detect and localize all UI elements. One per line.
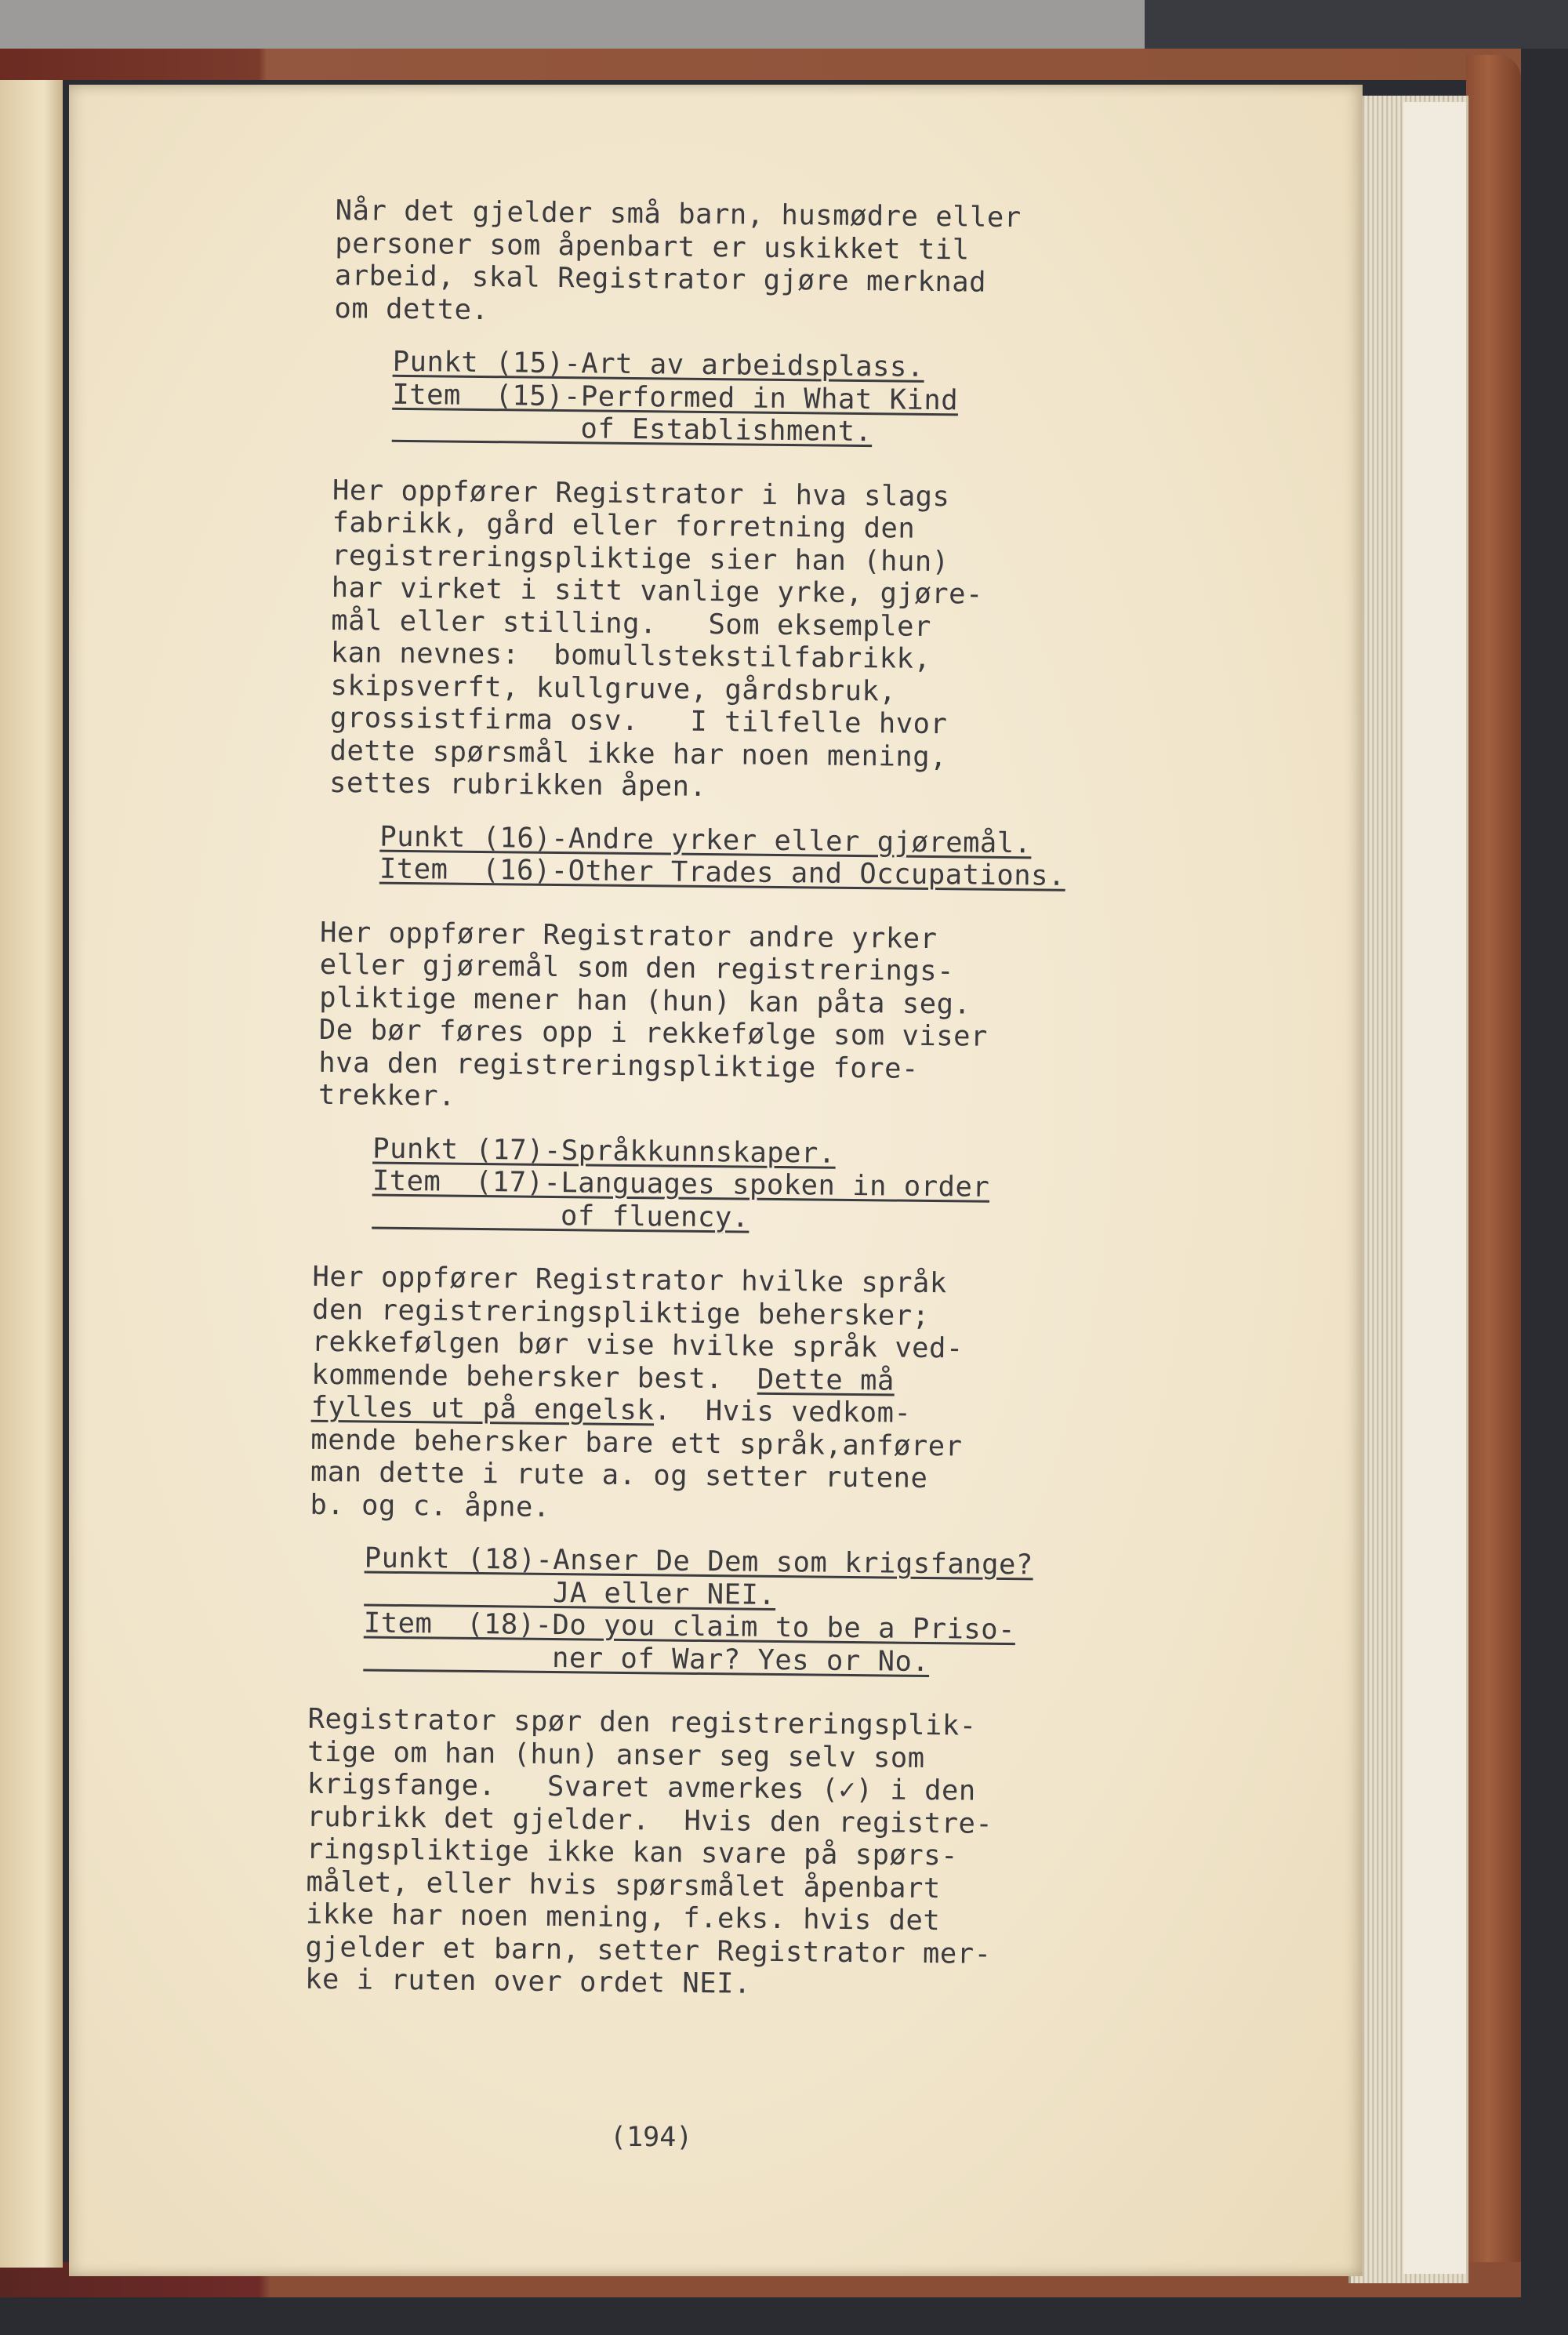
- text-line: gjelder et barn, setter Registrator mer-: [305, 1930, 992, 1970]
- text-line: ke i ruten over ordet NEI.: [304, 1963, 752, 2000]
- heading-line: Punkt (15)-Art av arbeidsplass.: [392, 345, 925, 383]
- text-line: mende behersker bare ett språk,anfører: [310, 1423, 963, 1462]
- heading-line: Punkt (17)-Språkkunnskaper.: [372, 1132, 837, 1170]
- text-line: Her oppfører Registrator andre yrker: [319, 916, 938, 955]
- text-line: man dette i rute a. og setter rutene: [310, 1455, 928, 1494]
- text-line: pliktige mener han (hun) kan påta seg.: [319, 981, 971, 1021]
- heading-line: JA eller NEI.: [364, 1574, 776, 1611]
- heading-line: Punkt (18)-Anser De Dem som krigsfange?: [364, 1542, 1034, 1581]
- text-line: Her oppfører Registrator hvilke språk: [312, 1260, 948, 1300]
- section-15-heading: [392, 346, 1353, 453]
- underlined-run: fylles ut på engelsk: [310, 1390, 655, 1427]
- text-line: har virket i sitt vanlige yrke, gjøre-: [331, 571, 984, 611]
- text-line: Her oppfører Registrator i hva slags: [332, 474, 950, 513]
- text-line: rekkefølgen bør vise hvilke språk ved-: [311, 1325, 964, 1365]
- section-18-heading: [363, 1542, 1341, 1682]
- heading-line: Item (16)-Other Trades and Occupations.: [379, 852, 1066, 892]
- text-line: eller gjøremål som den registrerings-: [319, 948, 955, 988]
- book-cover-top-edge: [0, 49, 1521, 80]
- section-16-body: [318, 916, 1348, 1122]
- text-line: hva den registreringspliktige fore-: [318, 1046, 920, 1085]
- book-page: [69, 85, 1363, 2276]
- heading-line: Item (18)-Do you claim to be a Priso-: [363, 1607, 1016, 1647]
- underlined-run: Dette må: [757, 1363, 895, 1397]
- page-number: (194): [610, 2122, 693, 2153]
- text-line: settes rubrikken åpen.: [328, 766, 707, 803]
- section-15-body: [329, 474, 1352, 810]
- heading-line: of fluency.: [372, 1197, 750, 1234]
- facing-page-edge: [0, 80, 63, 2268]
- text-line: tige om han (hun) anser seg selv som: [307, 1735, 925, 1774]
- text-line: fabrikk, gård eller forretning den: [332, 506, 916, 545]
- section-17-body: [310, 1261, 1343, 1532]
- heading-line: Item (17)-Languages spoken in order: [372, 1164, 990, 1204]
- text-line: grossistfirma osv. I tilfelle hvor: [329, 701, 948, 741]
- text-line: om dette.: [334, 292, 489, 326]
- book-cover-right-edge: [1466, 55, 1521, 2297]
- text-line: Registrator spør den registreringsplik-: [307, 1702, 977, 1742]
- text-run: kommende behersker best.: [311, 1358, 758, 1396]
- section-17-heading: [372, 1132, 1345, 1240]
- text-line: arbeid, skal Registrator gjøre merknad: [334, 259, 987, 299]
- heading-line: of Establishment.: [391, 410, 873, 448]
- intro-paragraph: [334, 194, 1355, 336]
- section-18-body: [305, 1703, 1339, 2006]
- text-line: trekker.: [318, 1078, 456, 1113]
- text-line: b. og c. åpne.: [310, 1488, 550, 1523]
- text-line: dette spørsmål ikke har noen mening,: [329, 734, 948, 773]
- text-line: rubrikk det gjelder. Hvis den registre-: [307, 1800, 993, 1840]
- scan-background-corner: [1145, 0, 1568, 49]
- heading-line: ner of War? Yes or No.: [363, 1639, 930, 1678]
- text-line: registreringspliktige sier han (hun): [331, 539, 949, 578]
- text-line: skipsverft, kullgruve, gårdsbruk,: [330, 669, 897, 708]
- text-line: De bør føres opp i rekkefølge som viser: [318, 1013, 989, 1053]
- text-line: mål eller stilling. Som eksempler: [331, 604, 932, 643]
- heading-line: Punkt (16)-Andre yrker eller gjøremål.: [379, 820, 1032, 859]
- text-line: ikke har noen mening, f.eks. hvis det: [305, 1897, 941, 1937]
- text-line: ringspliktige ikke kan svare på spørs-: [306, 1832, 959, 1872]
- text-line: personer som åpenbart er uskikket til: [335, 227, 970, 266]
- page-stack-fore-edge: [1403, 102, 1466, 2274]
- text-line: målet, eller hvis spørsmålet åpenbart: [306, 1865, 941, 1905]
- text-line: den registreringspliktige behersker;: [311, 1293, 930, 1332]
- section-16-heading: [379, 820, 1348, 895]
- heading-line: Item (15)-Performed in What Kind: [392, 378, 959, 416]
- typewritten-text: [304, 194, 1355, 2006]
- text-line: krigsfange. Svaret avmerkes (✓) i den: [307, 1767, 976, 1807]
- text-line: Når det gjelder små barn, husmødre eller: [335, 194, 1022, 234]
- scan-background-top: [0, 0, 1145, 49]
- text-run: . Hvis vedkom-: [654, 1394, 912, 1429]
- text-line: kan nevnes: bomullstekstilfabrikk,: [330, 636, 931, 675]
